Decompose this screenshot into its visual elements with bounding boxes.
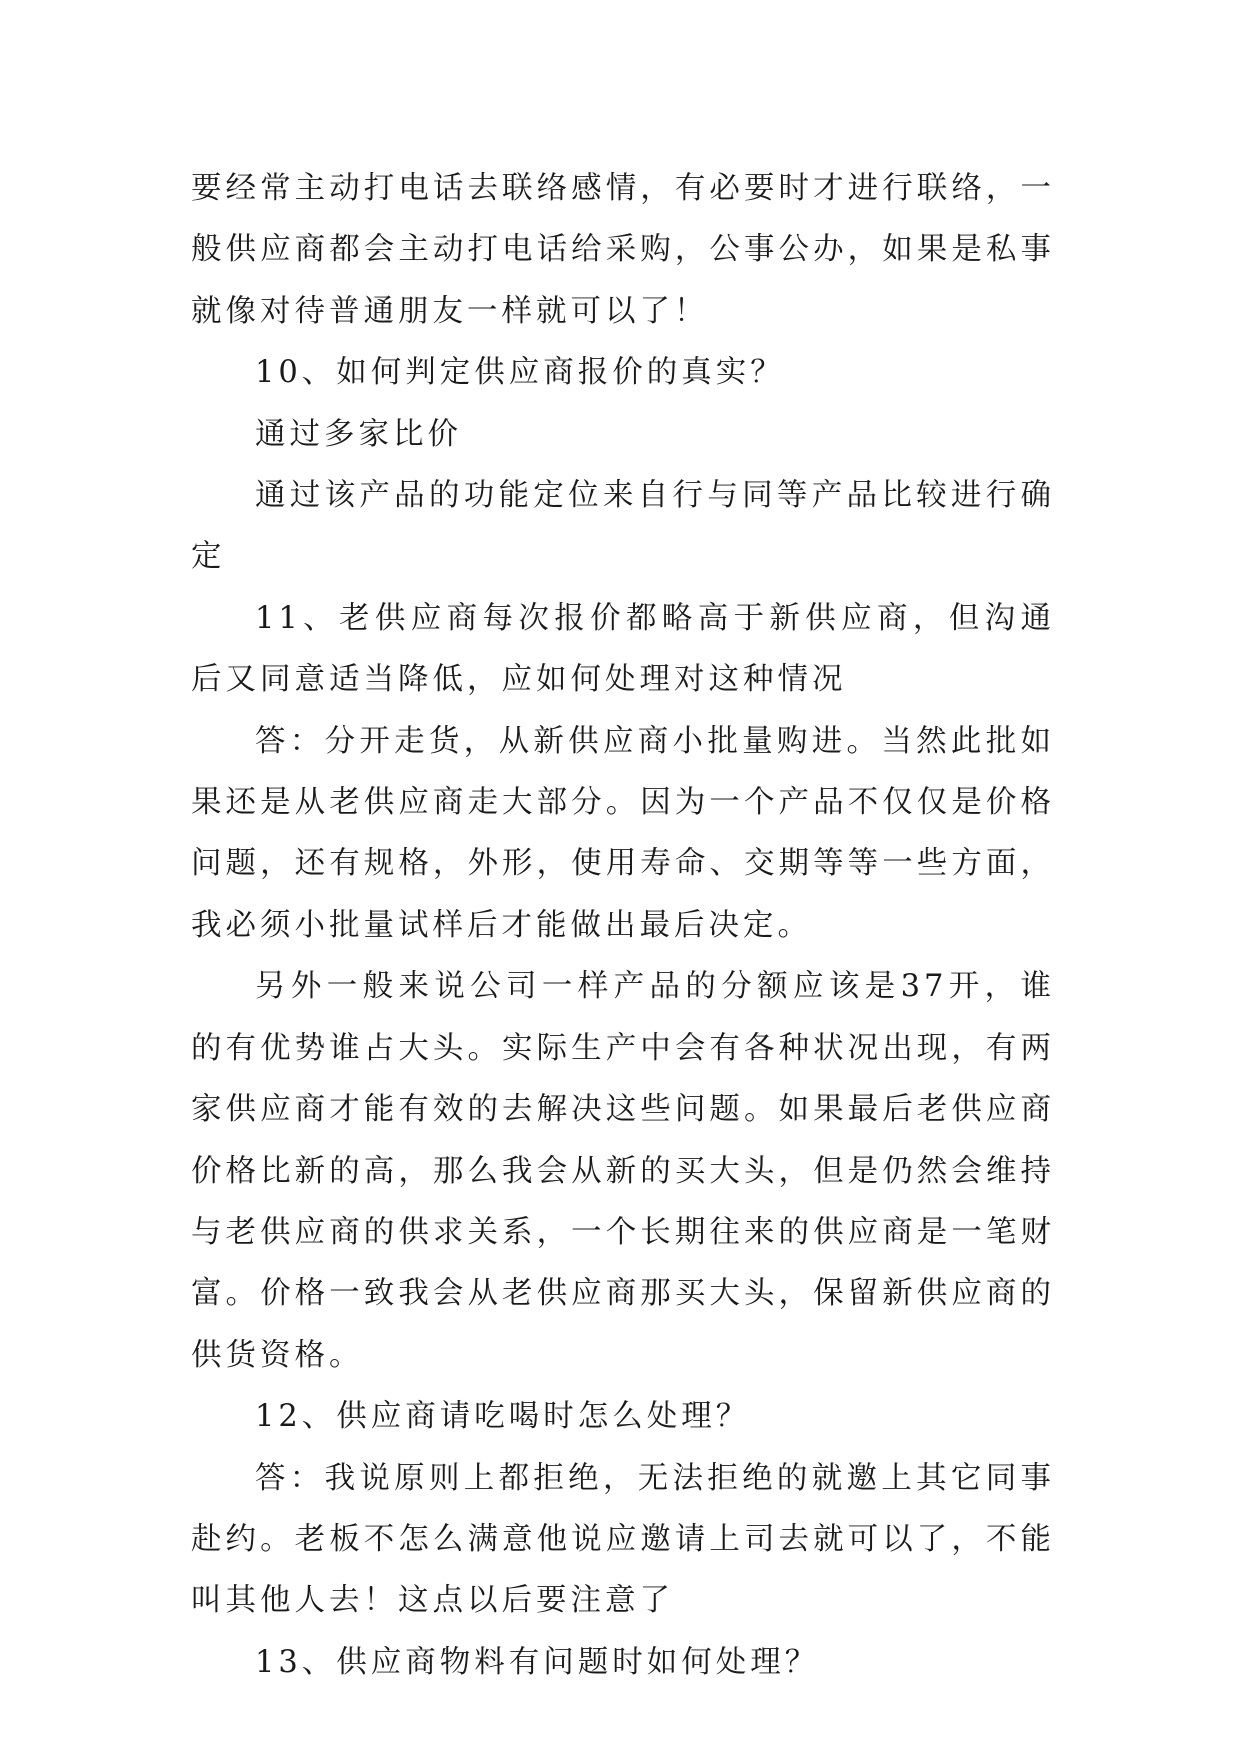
answer-10-line-2: 通过该产品的功能定位来自行与同等产品比较进行确定 <box>191 478 1055 575</box>
body-text <box>191 158 1055 1693</box>
question-10: 10、如何判定供应商报价的真实？ <box>255 355 785 391</box>
answer-10-line-1: 通过多家比价 <box>255 416 462 452</box>
answer-12: 答：我说原则上都拒绝，无法拒绝的就邀上其它同事赴约。老板不怎么满意他说应邀请上司去就可以了，不能叫其他人去！这点以后要注意了 <box>191 1460 1055 1619</box>
answer-11-continued: 另外一般来说公司一样产品的分额应该是37开，谁的有优势谁占大头。实际生产中会有各种状况出现，有两家供应商才能有效的去解决这些问题。如果最后老供应商价格比新的高，那么我会从新的买大头，但是仍然会维持与老供应商的供求关系，一个长期往来的供应商是一笔财富。价格一致我会从老供应商那买大头，保留新供应商的供货资格。 <box>191 969 1055 1373</box>
question-11: 11、老供应商每次报价都略高于新供应商，但沟通后又同意适当降低，应如何处理对这种情况 <box>191 600 1055 698</box>
answer-11: 答：分开走货，从新供应商小批量购进。当然此批如果还是从老供应商走大部分。因为一个产品不仅仅是价格问题，还有规格，外形，使用寿命、交期等等一些方面，我必须小批量试样后才能做出最后决定。 <box>191 723 1055 943</box>
question-13: 13、供应商物料有问题时如何处理？ <box>255 1644 820 1680</box>
question-12: 12、供应商请吃喝时怎么处理？ <box>255 1399 751 1435</box>
paragraph-continuation: 要经常主动打电话去联络感情，有必要时才进行联络，一般供应商都会主动打电话给采购，公事公办，如果是私事就像对待普通朋友一样就可以了！ <box>191 171 1055 329</box>
